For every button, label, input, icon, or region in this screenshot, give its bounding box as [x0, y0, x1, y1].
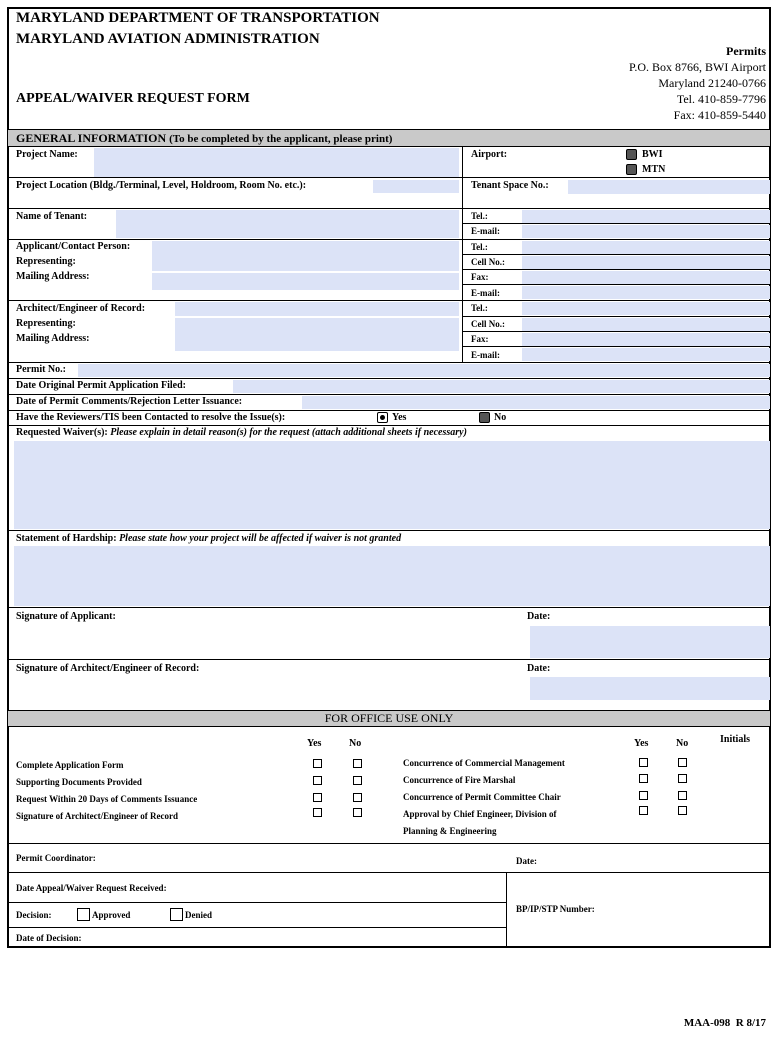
hardship-label: Statement of Hardship: [16, 533, 117, 544]
row-line [462, 284, 770, 285]
office-no-header-left: No [349, 738, 362, 749]
project-name-label: Project Name: [16, 149, 78, 160]
approved-label: Approved [92, 910, 131, 920]
row-line [462, 223, 770, 224]
row-line [8, 659, 770, 660]
general-info-heading [16, 131, 392, 146]
office-right-item-1: Concurrence of Commercial Management [403, 758, 565, 768]
row-line [8, 927, 506, 928]
architect-fax-field[interactable] [522, 333, 770, 346]
row-line [8, 239, 770, 240]
permit-coordinator-label: Permit Coordinator: [16, 853, 96, 863]
applicant-mailing-label: Mailing Address: [16, 271, 90, 282]
row-line [8, 843, 770, 844]
general-info-note: (To be completed by the applicant, please print) [169, 133, 393, 145]
permit-no-label: Permit No.: [16, 364, 66, 375]
right-item-1-no-checkbox[interactable] [678, 758, 687, 767]
permit-no-field[interactable] [78, 364, 770, 377]
applicant-email-field[interactable] [522, 286, 770, 299]
architect-tel-label: Tel.: [471, 303, 488, 313]
mtn-label: MTN [642, 164, 666, 175]
form-code: MAA-098 R 8/17 [683, 1017, 766, 1029]
phone: Tel. 410-859-7796 [676, 92, 766, 106]
row-line [8, 607, 770, 608]
right-item-4-yes-checkbox[interactable] [639, 806, 648, 815]
row-line [462, 316, 770, 317]
row-line [462, 346, 770, 347]
office-right-item-4: Approval by Chief Engineer, Division of [403, 809, 557, 819]
tenant-name-field[interactable] [116, 210, 459, 238]
fax: Fax: 410-859-5440 [673, 108, 766, 122]
row-line [8, 872, 770, 873]
waiver-note: Please explain in detail reason(s) for the request (attach additional sheets if necessary) [110, 427, 467, 438]
architect-mailing-label: Mailing Address: [16, 333, 90, 344]
contact-block [629, 43, 766, 123]
divider [462, 146, 463, 177]
bwi-label: BWI [642, 149, 663, 160]
tenant-tel-field[interactable] [522, 210, 770, 223]
hardship-textarea[interactable] [14, 546, 770, 606]
mtn-radio[interactable] [626, 164, 637, 175]
tenant-space-field[interactable] [568, 180, 770, 194]
applicant-cell-label: Cell No.: [471, 257, 505, 267]
applicant-tel-field[interactable] [522, 241, 770, 254]
applicant-label: Applicant/Contact Person: [16, 241, 131, 252]
right-item-3-yes-checkbox[interactable] [639, 791, 648, 800]
row-line [8, 410, 770, 411]
architect-cell-field[interactable] [522, 318, 770, 331]
row-line [8, 300, 770, 301]
date-comments-field[interactable] [302, 396, 770, 409]
tenant-name-label: Name of Tenant: [16, 211, 88, 222]
right-item-2-no-checkbox[interactable] [678, 774, 687, 783]
permit-coordinator-date-label: Date: [516, 856, 537, 866]
applicant-fax-field[interactable] [522, 271, 770, 284]
date-decision-label: Date of Decision: [16, 933, 82, 943]
architect-email-field[interactable] [522, 348, 770, 361]
architect-field[interactable] [175, 302, 459, 316]
office-left-item-1: Complete Application Form [16, 760, 124, 770]
project-location-label: Project Location (Bldg./Terminal, Level, Holdroom, Room No. etc.): [16, 180, 307, 191]
office-yes-header-left: Yes [307, 738, 322, 749]
architect-date-field[interactable] [530, 677, 770, 700]
left-item-3-yes-checkbox[interactable] [313, 793, 322, 802]
row-line [8, 362, 770, 363]
applicant-date-label: Date: [527, 611, 551, 622]
row-line [8, 378, 770, 379]
applicant-representing-label: Representing: [16, 256, 76, 267]
airport-label: Airport: [471, 149, 508, 160]
hardship-heading [16, 533, 401, 544]
applicant-cell-field[interactable] [522, 256, 770, 269]
general-info-title: GENERAL INFORMATION [16, 131, 167, 145]
denied-checkbox[interactable] [170, 908, 183, 921]
row-line [8, 177, 770, 178]
applicant-field[interactable] [152, 241, 459, 271]
applicant-tel-label: Tel.: [471, 242, 488, 252]
row-line [8, 425, 770, 426]
architect-cell-label: Cell No.: [471, 319, 505, 329]
architect-mailing-field[interactable] [175, 318, 459, 351]
waiver-textarea[interactable] [14, 441, 770, 529]
applicant-mailing-field[interactable] [152, 273, 459, 290]
office-left-item-2: Supporting Documents Provided [16, 777, 142, 787]
reviewers-no-radio[interactable] [479, 412, 490, 423]
left-item-1-yes-checkbox[interactable] [313, 759, 322, 768]
right-item-1-yes-checkbox[interactable] [639, 758, 648, 767]
project-name-field[interactable] [94, 148, 459, 177]
row-line [8, 208, 770, 209]
row-line [8, 530, 770, 531]
row-line [8, 394, 770, 395]
right-item-2-yes-checkbox[interactable] [639, 774, 648, 783]
row-line [8, 902, 506, 903]
applicant-fax-label: Fax: [471, 272, 489, 282]
applicant-signature-label: Signature of Applicant: [16, 611, 116, 622]
address-line-2: Maryland 21240-0766 [658, 76, 766, 90]
office-yes-header-right: Yes [634, 738, 649, 749]
office-right-item-3: Concurrence of Permit Committee Chair [403, 792, 561, 802]
architect-label: Architect/Engineer of Record: [16, 303, 146, 314]
left-item-1-no-checkbox[interactable] [353, 759, 362, 768]
architect-fax-label: Fax: [471, 334, 489, 344]
left-item-4-yes-checkbox[interactable] [313, 808, 322, 817]
architect-signature-label: Signature of Architect/Engineer of Record: [16, 663, 200, 674]
form-title: APPEAL/WAIVER REQUEST FORM [16, 91, 250, 106]
left-item-4-no-checkbox[interactable] [353, 808, 362, 817]
address-line-1: P.O. Box 8766, BWI Airport [628, 60, 766, 74]
bwi-radio[interactable] [626, 149, 637, 160]
org-name-mdot: MARYLAND DEPARTMENT OF TRANSPORTATION [16, 10, 380, 26]
org-name-maa: MARYLAND AVIATION ADMINISTRATION [16, 31, 320, 47]
date-filed-field[interactable] [233, 380, 770, 393]
architect-representing-label: Representing: [16, 318, 76, 329]
tenant-email-label: E-mail: [471, 226, 500, 236]
decision-label: Decision: [16, 910, 52, 920]
left-item-2-yes-checkbox[interactable] [313, 776, 322, 785]
office-name: Permits [726, 44, 766, 58]
hardship-note: Please state how your project will be affected if waiver is not granted [119, 533, 402, 544]
waiver-heading [16, 427, 467, 438]
row-line [462, 331, 770, 332]
reviewers-yes-label: Yes [392, 412, 407, 423]
office-left-item-4: Signature of Architect/Engineer of Record [16, 811, 178, 821]
applicant-email-label: E-mail: [471, 288, 500, 298]
applicant-date-field[interactable] [530, 626, 770, 658]
reviewers-no-label: No [494, 412, 507, 423]
right-item-3-no-checkbox[interactable] [678, 791, 687, 800]
project-location-field[interactable] [373, 180, 459, 193]
row-line [462, 254, 770, 255]
date-received-label: Date Appeal/Waiver Request Received: [16, 883, 167, 893]
office-right-item-4-line-2: Planning & Engineering [403, 826, 497, 836]
bp-number-label: BP/IP/STP Number: [516, 904, 595, 914]
office-no-header-right: No [676, 738, 689, 749]
reviewers-label: Have the Reviewers/TIS been Contacted to resolve the Issue(s): [16, 412, 286, 423]
office-initials-header: Initials [720, 734, 751, 745]
office-left-item-3: Request Within 20 Days of Comments Issuance [16, 794, 198, 804]
right-item-4-no-checkbox[interactable] [678, 806, 687, 815]
office-use-heading: FOR OFFICE USE ONLY [324, 711, 454, 725]
office-right-item-2: Concurrence of Fire Marshal [403, 775, 516, 785]
architect-tel-field[interactable] [522, 302, 770, 315]
reviewers-yes-radio[interactable] [377, 412, 388, 423]
left-item-3-no-checkbox[interactable] [353, 793, 362, 802]
denied-label: Denied [185, 910, 212, 920]
tenant-email-field[interactable] [522, 225, 770, 238]
divider [462, 177, 463, 208]
divider [506, 872, 507, 947]
row-line [462, 269, 770, 270]
date-comments-label: Date of Permit Comments/Rejection Letter Issuance: [16, 396, 243, 407]
tenant-tel-label: Tel.: [471, 211, 488, 221]
date-filed-label: Date Original Permit Application Filed: [16, 380, 186, 391]
waiver-label: Requested Waiver(s): [16, 427, 108, 438]
tenant-space-label: Tenant Space No.: [471, 180, 549, 191]
architect-date-label: Date: [527, 663, 551, 674]
left-item-2-no-checkbox[interactable] [353, 776, 362, 785]
approved-checkbox[interactable] [77, 908, 90, 921]
architect-email-label: E-mail: [471, 350, 500, 360]
